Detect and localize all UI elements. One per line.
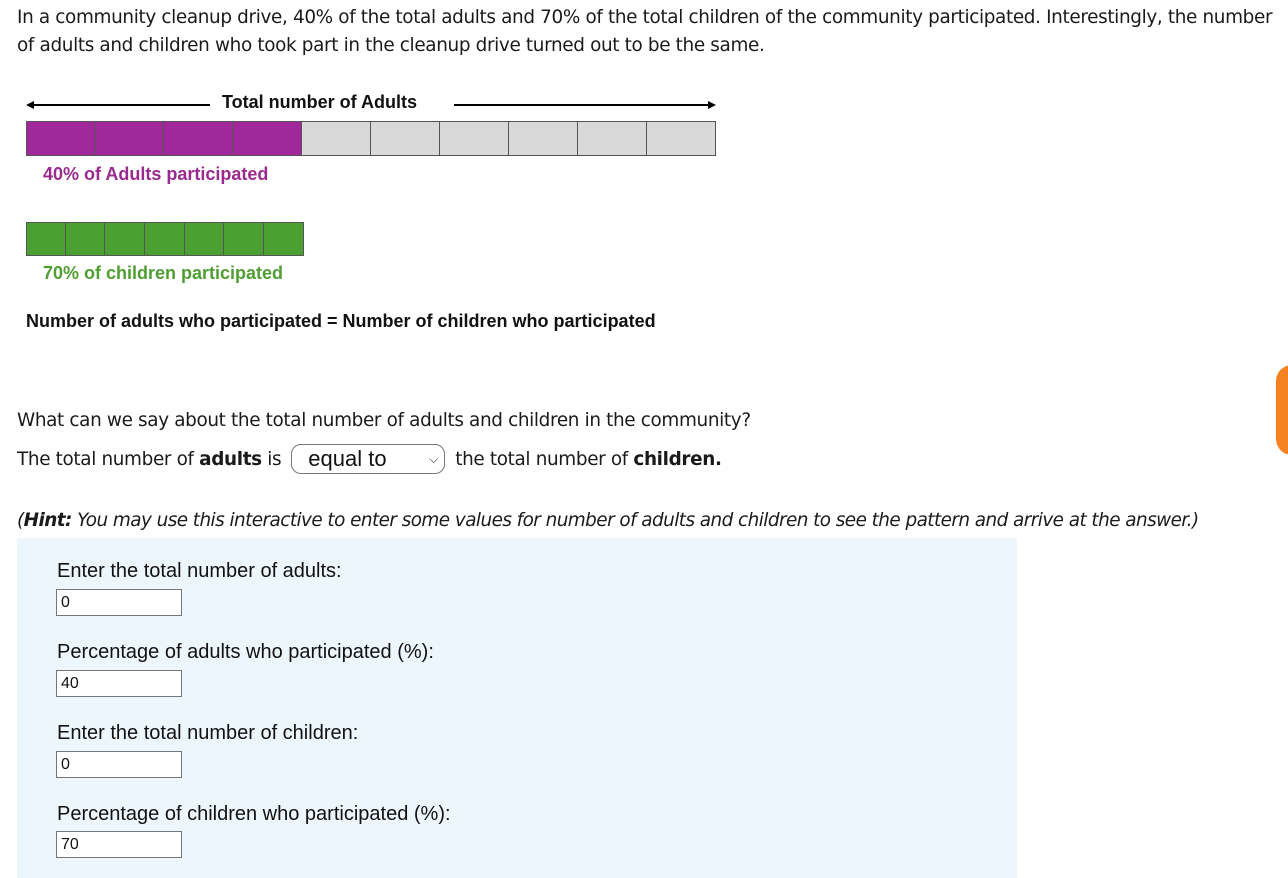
interactive-panel xyxy=(17,538,1017,878)
children-bar-cell xyxy=(26,222,66,256)
children-percent-label: Percentage of children who participated (%): xyxy=(57,803,451,825)
adults-total-title: Total number of Adults xyxy=(222,92,417,112)
children-word: children. xyxy=(633,448,722,470)
children-total-label: Enter the total number of children: xyxy=(57,722,359,744)
adults-percent-label: Percentage of adults who participated (%): xyxy=(57,641,434,663)
answer-row xyxy=(17,444,722,474)
adults-total-input[interactable] xyxy=(56,589,182,616)
arrow-right-icon xyxy=(708,101,716,109)
children-bar-cell xyxy=(185,222,225,256)
arrow-line-right xyxy=(454,104,710,106)
children-total-input[interactable] xyxy=(56,751,182,778)
adults-bar-filled-cell xyxy=(26,121,95,156)
hint-open-paren: ( xyxy=(17,510,24,531)
problem-statement: In a community cleanup drive, 40% of the total adults and 70% of the total children of the community participated. Interestingly, the number of adults and children who took part in the cleanup drive turned out to be the same. xyxy=(17,7,1273,56)
answer-suffix: the total number of xyxy=(455,448,628,470)
children-bar-cell xyxy=(264,222,304,256)
comparison-select[interactable] xyxy=(291,444,445,474)
question-text: What can we say about the total number of adults and children in the community? xyxy=(17,410,751,431)
adults-percent-input[interactable] xyxy=(56,670,182,697)
adults-bar-empty-cell xyxy=(371,121,440,156)
hint-text xyxy=(17,510,1199,531)
children-caption: 70% of children participated xyxy=(43,263,284,283)
adults-word: adults xyxy=(199,448,262,470)
adults-caption: 40% of Adults participated xyxy=(43,164,269,184)
arrow-line-left xyxy=(28,104,210,106)
answer-prefix: The total number of xyxy=(17,448,194,470)
hint-label: Hint: xyxy=(23,510,72,531)
adults-bar-empty-cell xyxy=(302,121,371,156)
hint-body: You may use this interactive to enter some values for number of adults and children to see the pattern and arrive at the answer.) xyxy=(77,510,1199,531)
children-bar-cell xyxy=(105,222,145,256)
is-word: is xyxy=(267,448,282,470)
adults-bar xyxy=(26,121,716,156)
children-bar-cell xyxy=(145,222,185,256)
comparison-select-value: equal to xyxy=(308,446,387,471)
adults-bar-filled-cell xyxy=(164,121,233,156)
equality-statement: Number of adults who participated = Number of children who participated xyxy=(26,311,656,331)
children-bar-cell xyxy=(224,222,264,256)
side-tab[interactable] xyxy=(1276,365,1288,455)
children-bar xyxy=(26,222,304,256)
adults-bar-empty-cell xyxy=(647,121,716,156)
adults-bar-filled-cell xyxy=(95,121,164,156)
children-percent-input[interactable] xyxy=(56,831,182,858)
adults-bar-empty-cell xyxy=(509,121,578,156)
adults-bar-empty-cell xyxy=(578,121,647,156)
children-bar-cell xyxy=(66,222,106,256)
adults-bar-filled-cell xyxy=(233,121,302,156)
chevron-down-icon: ⌵ xyxy=(429,451,439,466)
adults-total-label: Enter the total number of adults: xyxy=(57,560,342,582)
adults-bar-empty-cell xyxy=(440,121,509,156)
